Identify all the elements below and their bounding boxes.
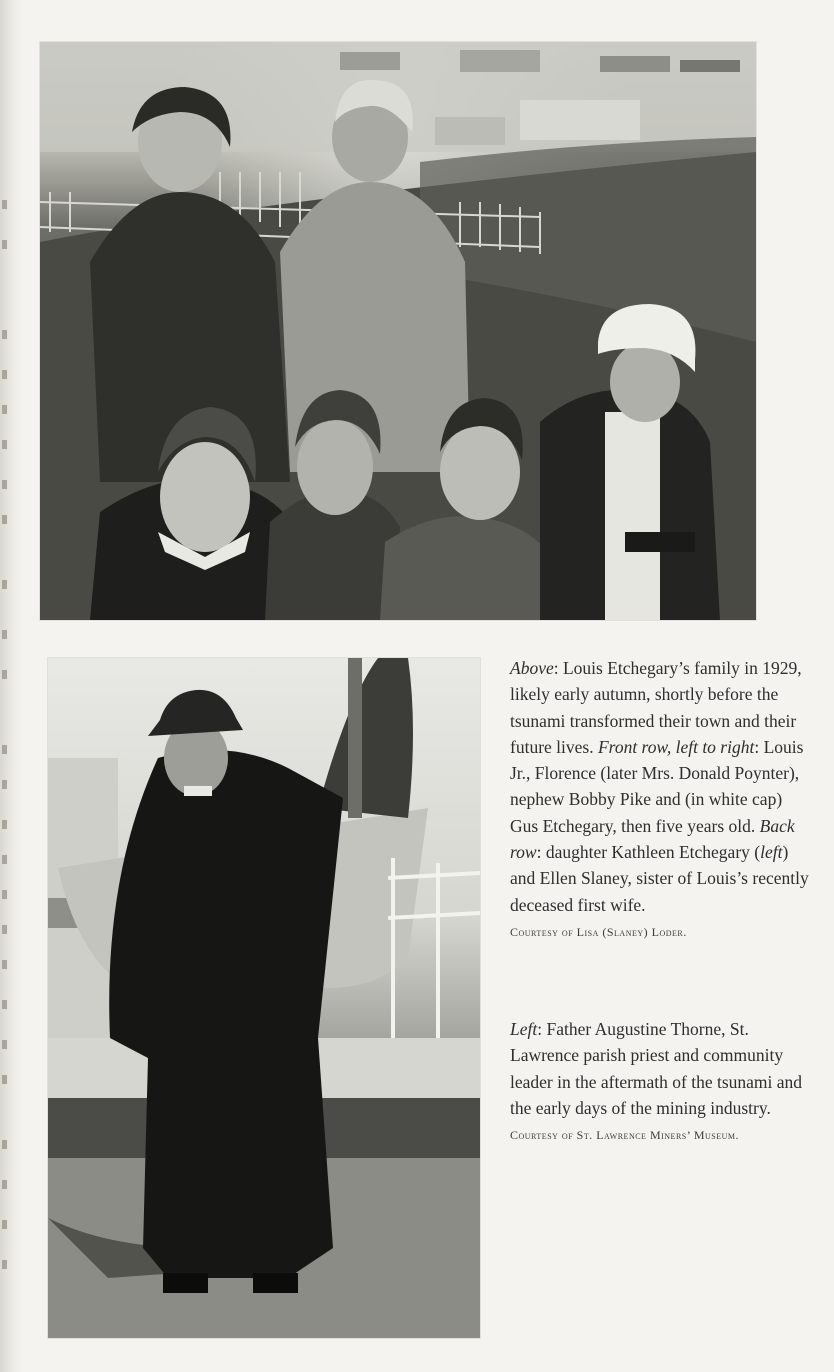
caption-left-text-part: : Father Augustine Thorne, St. Lawrence parish priest and community leader in the aftermath of the tsunami and the early days of the mining industry.	[510, 1019, 803, 1118]
caption-above-text-part: : daughter Kathleen Etchegary (	[536, 842, 761, 863]
left-label: left	[760, 842, 783, 863]
caption-left	[510, 1016, 810, 1147]
caption-above-text	[510, 658, 809, 915]
caption-above-text-part: ) and Ellen Slaney, sister of Louis’s recently deceased first wife.	[510, 842, 809, 915]
front-row-label: Front row, left to right	[597, 736, 755, 757]
photo-credit-left: Courtesy of St. Lawrence Miners’ Museum.	[510, 1128, 740, 1143]
caption-above	[510, 655, 810, 944]
family-group-photo	[40, 42, 756, 620]
photo-credit-above: Courtesy of Lisa (Slaney) Loder.	[510, 924, 687, 939]
caption-left-label: Left	[510, 1019, 538, 1039]
back-row-label: Back row	[510, 815, 795, 863]
caption-above-text-part: : Louis Jr., Florence (later Mrs. Donald Poynter), nephew Bobby Pike and (in white cap) Gus Etchegary, then five years old.	[510, 736, 804, 836]
caption-left-text	[510, 1019, 802, 1118]
facing-page-text-marks	[2, 0, 12, 1372]
book-spine-edge	[0, 0, 22, 1372]
caption-above-text-part: : Louis Etchegary’s family in 1929, likely early autumn, shortly before the tsunami transformed their town and their future lives.	[510, 658, 802, 757]
priest-photo	[48, 658, 480, 1338]
caption-above-label: Above	[510, 658, 554, 678]
